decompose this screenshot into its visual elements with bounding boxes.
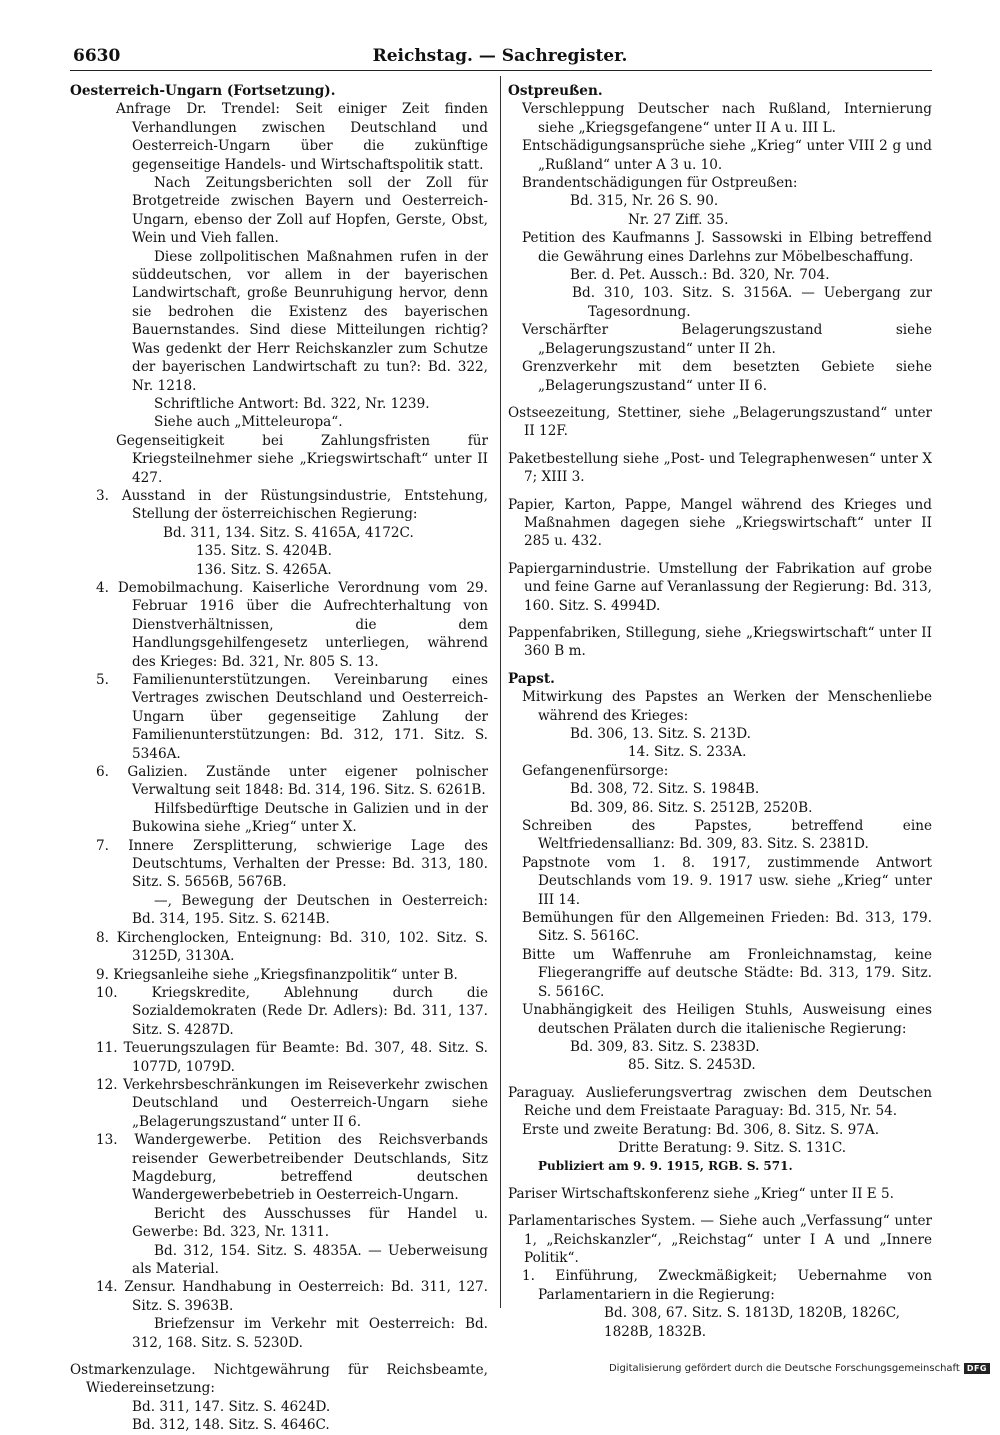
entry-text: Verschärfter Belagerungszustand siehe „Belagerungszustand“ unter II 2h. <box>522 322 932 357</box>
entry-text: Papstnote vom 1. 8. 1917, zustimmende Antwort Deutschlands vom 19. 9. 1917 usw. siehe „Krieg“ unter III 14. <box>522 854 932 908</box>
numbered-item: 10. Kriegskredite, Ablehnung durch die Sozialdemokraten (Rede Dr. Adlers): Bd. 311, 137. Sitz. S. 4287D. <box>96 984 488 1038</box>
entry-heading: Papiergarnindustrie. Umstellung der Fabrikation auf grobe und feine Garne auf Veranlassung der Regierung: Bd. 313, 160. Sitz. S. 4994D. <box>508 560 932 614</box>
numbered-item: 4. Demobilmachung. Kaiserliche Verordnung vom 29. Februar 1916 über die Aufrechterhaltung von Dienstverhältnissen, die dem Handlungsgehilfengesetz unterliegen, während des Krieges: Bd. 321, Nr. 805 S. 13. <box>96 579 488 670</box>
page-header <box>0 42 1000 72</box>
citation: Nr. 27 Ziff. 35. <box>628 211 729 228</box>
entry-text: Bericht des Ausschusses für Handel u. Gewerbe: Bd. 323, Nr. 1311. <box>132 1205 488 1241</box>
entry-text: Verschleppung Deutscher nach Rußland, Internierung siehe „Kriegsgefangene“ unter II A u. III L. <box>522 101 932 136</box>
entry-text: Bd. 312, 154. Sitz. S. 4835A. — Ueberweisung als Material. <box>132 1242 488 1277</box>
numbered-item: 3. Ausstand in der Rüstungsindustrie, Entstehung, Stellung der österreichischen Regierung: <box>96 487 488 523</box>
footer-text: Digitalisierung gefördert durch die Deutsche Forschungsgemeinschaft <box>608 1363 960 1374</box>
entry-text: Schreiben des Papstes, betreffend eine Weltfriedensallianz: Bd. 309, 83. Sitz. S. 2381D. <box>522 818 932 853</box>
citation: Bd. 310, 103. Sitz. S. 3156A. — Uebergang zur Tagesordnung. <box>572 285 932 320</box>
entry-heading: Paketbestellung siehe „Post- und Telegraphenwesen“ unter X 7; XIII 3. <box>508 450 932 486</box>
entry-heading: Ostmarkenzulage. Nichtgewährung für Reichsbeamte, Wiedereinsetzung: <box>70 1362 488 1397</box>
citation: 14. Sitz. S. 233A. <box>628 744 747 761</box>
entry-heading: Pappenfabriken, Stillegung, siehe „Kriegswirtschaft“ unter II 360 B m. <box>508 624 932 660</box>
citation: Bd. 311, 147. Sitz. S. 4624D. <box>132 1398 331 1415</box>
numbered-item: 12. Verkehrsbeschränkungen im Reiseverkehr zwischen Deutschland und Oesterreich-Ungarn siehe „Belagerungszustand“ unter II 6. <box>96 1076 488 1130</box>
citation: Bd. 306, 13. Sitz. S. 213D. <box>570 726 751 742</box>
header-rule <box>70 70 932 71</box>
citation: Bd. 315, Nr. 26 S. 90. <box>570 193 719 210</box>
numbered-item: 5. Familienunterstützungen. Vereinbarung eines Vertrages zwischen Deutschland und Oesterreich-Ungarn über gegenseitige Zahlung der Familienunterstützungen: Bd. 312, 171. Sitz. S. 5346A. <box>96 672 488 762</box>
numbered-item: 14. Zensur. Handhabung in Oesterreich: Bd. 311, 127. Sitz. S. 3963B. <box>96 1279 488 1314</box>
entry-text: Hilfsbedürftige Deutsche in Galizien und in der Bukowina siehe „Krieg“ unter X. <box>132 800 488 836</box>
entry-text: Grenzverkehr mit dem besetzten Gebiete siehe „Belagerungszustand“ unter II 6. <box>522 359 932 394</box>
entry-text: —, Bewegung der Deutschen in Oesterreich: Bd. 314, 195. Sitz. S. 6214B. <box>132 892 488 928</box>
citation: 85. Sitz. S. 2453D. <box>628 1057 756 1074</box>
footer <box>609 1363 990 1374</box>
entry-heading: Pariser Wirtschaftskonferenz siehe „Krieg“ unter II E 5. <box>508 1185 894 1202</box>
citation: Bd. 312, 148. Sitz. S. 4646C. <box>132 1417 330 1434</box>
numbered-item: 9. Kriegsanleihe siehe „Kriegsfinanzpolitik“ unter B. <box>96 966 458 983</box>
citation: Bd. 309, 83. Sitz. S. 2383D. <box>570 1038 760 1055</box>
entry-text: Unabhängigkeit des Heiligen Stuhls, Ausweisung eines deutschen Prälaten durch die italienische Regierung: <box>522 1002 932 1037</box>
entry-text: Bitte um Waffenruhe am Fronleichnamstag, keine Fliegerangriffe auf deutsche Städte: Bd. 313, 179. Sitz. S. 5616C. <box>522 946 932 1000</box>
entry-heading: Ostseezeitung, Stettiner, siehe „Belagerungszustand“ unter II 12F. <box>508 404 932 440</box>
entry-text: Schriftliche Antwort: Bd. 322, Nr. 1239. <box>154 395 430 412</box>
citation: 135. Sitz. S. 4204B. <box>196 543 332 560</box>
entry-text: Siehe auch „Mitteleuropa“. <box>154 414 343 431</box>
running-head: Reichstag. — Sachregister. <box>372 46 628 66</box>
citation: Bd. 311, 134. Sitz. S. 4165A, 4172C. <box>163 524 414 541</box>
citation: Bd. 309, 86. Sitz. S. 2512B, 2520B. <box>570 799 813 816</box>
column-divider <box>500 76 501 1308</box>
citation: Bd. 308, 67. Sitz. S. 1813D, 1820B, 1826C, 1828B, 1832B. <box>604 1305 900 1340</box>
entry-text: Nach Zeitungsberichten soll der Zoll für Brotgetreide zwischen Bayern und Oesterreich-Ungarn, ebenso der Zoll auf Hopfen, Gerste, Obst, Wein und Vieh fallen. <box>132 175 488 247</box>
entry-text: Petition des Kaufmanns J. Sassowski in Elbing betreffend die Gewährung eines Darlehns zur Möbelbeschaffung. <box>522 230 932 265</box>
citation: 136. Sitz. S. 4265A. <box>196 561 332 578</box>
entry-text: Gegenseitigkeit bei Zahlungsfristen für Kriegsteilnehmer siehe „Kriegswirtschaft“ unter II 427. <box>116 432 488 486</box>
entry-heading: Ostpreußen. <box>508 83 603 99</box>
dfg-logo: DFG <box>964 1363 990 1374</box>
numbered-item: 11. Teuerungszulagen für Beamte: Bd. 307, 48. Sitz. S. 1077D, 1079D. <box>96 1040 488 1075</box>
numbered-item: 13. Wandergewerbe. Petition des Reichsverbands reisender Gewerbetreibender Deutschlands, Sitz Magdeburg, betreffend deutschen Wandergewerbebetrieb in Oesterreich-Ungarn. <box>96 1132 488 1204</box>
entry-text: Briefzensur im Verkehr mit Oesterreich: Bd. 312, 168. Sitz. S. 5230D. <box>132 1316 488 1351</box>
entry-text: Entschädigungsansprüche siehe „Krieg“ unter VIII 2 g und „Rußland“ unter A 3 u. 10. <box>522 138 932 173</box>
entry-heading: Paraguay. Auslieferungsvertrag zwischen dem Deutschen Reiche und dem Freistaate Paraguay: Bd. 315, Nr. 54. <box>508 1084 932 1120</box>
citation: Bd. 308, 72. Sitz. S. 1984B. <box>570 781 760 798</box>
publication-note: Publiziert am 9. 9. 1915, RGB. S. 571. <box>538 1159 793 1174</box>
entry-heading: Parlamentarisches System. — Siehe auch „Verfassung“ unter 1, „Reichskanzler“, „Reichstag“ unter I A und „Innere Politik“. <box>508 1213 932 1266</box>
citation: Dritte Beratung: 9. Sitz. S. 131C. <box>618 1139 847 1156</box>
entry-heading: Papier, Karton, Pappe, Mangel während des Krieges und Maßnahmen dagegen siehe „Kriegswirtschaft“ unter II 285 u. 432. <box>508 496 932 550</box>
left-column <box>70 82 488 1435</box>
numbered-item: 1. Einführung, Zweckmäßigkeit; Uebernahme von Parlamentariern in die Regierung: <box>522 1268 932 1303</box>
entry-heading: Oesterreich-Ungarn (Fortsetzung). <box>70 83 336 99</box>
entry-text: Diese zollpolitischen Maßnahmen rufen in der süddeutschen, vor allem in der bayerischen Landwirtschaft, große Beunruhigung hervor, denn sie bedrohen die Existenz des bayerischen Bauernstandes. Sind diese Mitteilungen richtig? Was gedenkt der Herr Reichskanzler zum Schutze der bayerischen Landwirtschaft zu tun?: Bd. 322, Nr. 1218. <box>132 248 488 394</box>
entry-text: Brandentschädigungen für Ostpreußen: <box>522 175 798 192</box>
page-number: 6630 <box>73 46 121 66</box>
entry-text: Mitwirkung des Papstes an Werken der Menschenliebe während des Krieges: <box>522 689 932 724</box>
numbered-item: 6. Galizien. Zustände unter eigener polnischer Verwaltung seit 1848: Bd. 314, 196. Sitz. S. 6261B. <box>96 764 488 799</box>
entry-text: Anfrage Dr. Trendel: Seit einiger Zeit finden Verhandlungen zwischen Deutschland und Oesterreich-Ungarn über die zukünftige gegenseitige Handels- und Wirtschaftspolitik statt. <box>116 101 488 173</box>
entry-text: Gefangenenfürsorge: <box>522 762 669 779</box>
right-column <box>508 82 932 1341</box>
numbered-item: 7. Innere Zersplitterung, schwierige Lage des Deutschtums, Verhalten der Presse: Bd. 313, 180. Sitz. S. 5656B, 5676B. <box>96 837 488 891</box>
entry-text: Erste und zweite Beratung: Bd. 306, 8. Sitz. S. 97A. <box>522 1121 880 1138</box>
entry-heading: Papst. <box>508 670 555 687</box>
entry-text: Bemühungen für den Allgemeinen Frieden: Bd. 313, 179. Sitz. S. 5616C. <box>522 910 932 945</box>
numbered-item: 8. Kirchenglocken, Enteignung: Bd. 310, 102. Sitz. S. 3125D, 3130A. <box>96 929 488 965</box>
citation: Ber. d. Pet. Aussch.: Bd. 320, Nr. 704. <box>570 267 830 284</box>
